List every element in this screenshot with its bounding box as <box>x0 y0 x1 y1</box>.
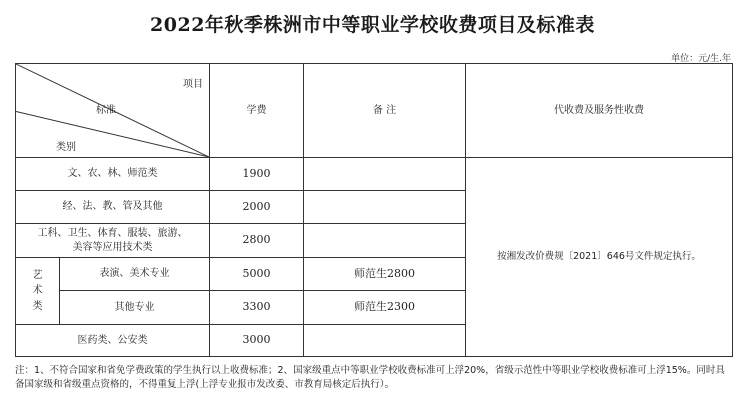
header-item-label: 项目 <box>183 79 203 90</box>
header-standard-label: 标准 <box>96 105 116 116</box>
diagonal-header-cell <box>16 64 210 158</box>
table-row <box>16 158 733 191</box>
category-line: 美容等应用技术类 <box>72 241 153 253</box>
service-fee-cell: 按湘发改价费规〔2021〕646号文件规定执行。 <box>466 158 733 357</box>
arts-category-cell <box>16 258 60 325</box>
category-cell <box>16 224 210 258</box>
remark-cell: 师范生2800 <box>304 258 466 291</box>
table-header-row <box>16 64 733 158</box>
category-line: 工科、卫生、体育、服装、旅游、 <box>37 228 188 239</box>
tuition-cell: 2000 <box>210 191 304 224</box>
category-cell: 医药类、公安类 <box>16 325 210 357</box>
arts-char: 术 <box>32 285 43 297</box>
remark-cell: 师范生2300 <box>304 291 466 325</box>
tuition-cell: 3300 <box>210 291 304 325</box>
tuition-cell: 1900 <box>210 158 304 191</box>
fee-table <box>15 63 733 357</box>
arts-char: 艺 <box>32 269 43 281</box>
remark-cell <box>304 224 466 258</box>
header-service-fee: 代收费及服务性收费 <box>466 64 733 158</box>
tuition-cell: 2800 <box>210 224 304 258</box>
subcategory-cell: 表演、美术专业 <box>60 258 210 291</box>
tuition-cell: 5000 <box>210 258 304 291</box>
header-tuition: 学费 <box>210 64 304 158</box>
header-category-label: 类别 <box>56 142 76 153</box>
remark-cell <box>304 325 466 357</box>
remark-cell <box>304 191 466 224</box>
tuition-cell: 3000 <box>210 325 304 357</box>
page-title: 2022年秋季株洲市中等职业学校收费项目及标准表 <box>150 14 595 36</box>
remark-cell <box>304 158 466 191</box>
subcategory-cell: 其他专业 <box>60 291 210 325</box>
unit-label: 单位：元/生.年 <box>671 54 731 64</box>
category-cell: 经、法、教、管及其他 <box>16 191 210 224</box>
header-remark: 备 注 <box>304 64 466 158</box>
arts-char: 类 <box>32 300 43 312</box>
footnote: 注：1、不符合国家和省免学费政策的学生执行以上收费标准；2、国家级重点中等职业学校收费标准可上浮20%，省级示范性中等职业学校收费标准可上浮15%。同时具备国家级和省级重点资格的，不得重复上浮(上浮专业报市发改委、市教育局核定后执行）。 <box>15 365 725 390</box>
category-cell: 文、农、林、师范类 <box>16 158 210 191</box>
